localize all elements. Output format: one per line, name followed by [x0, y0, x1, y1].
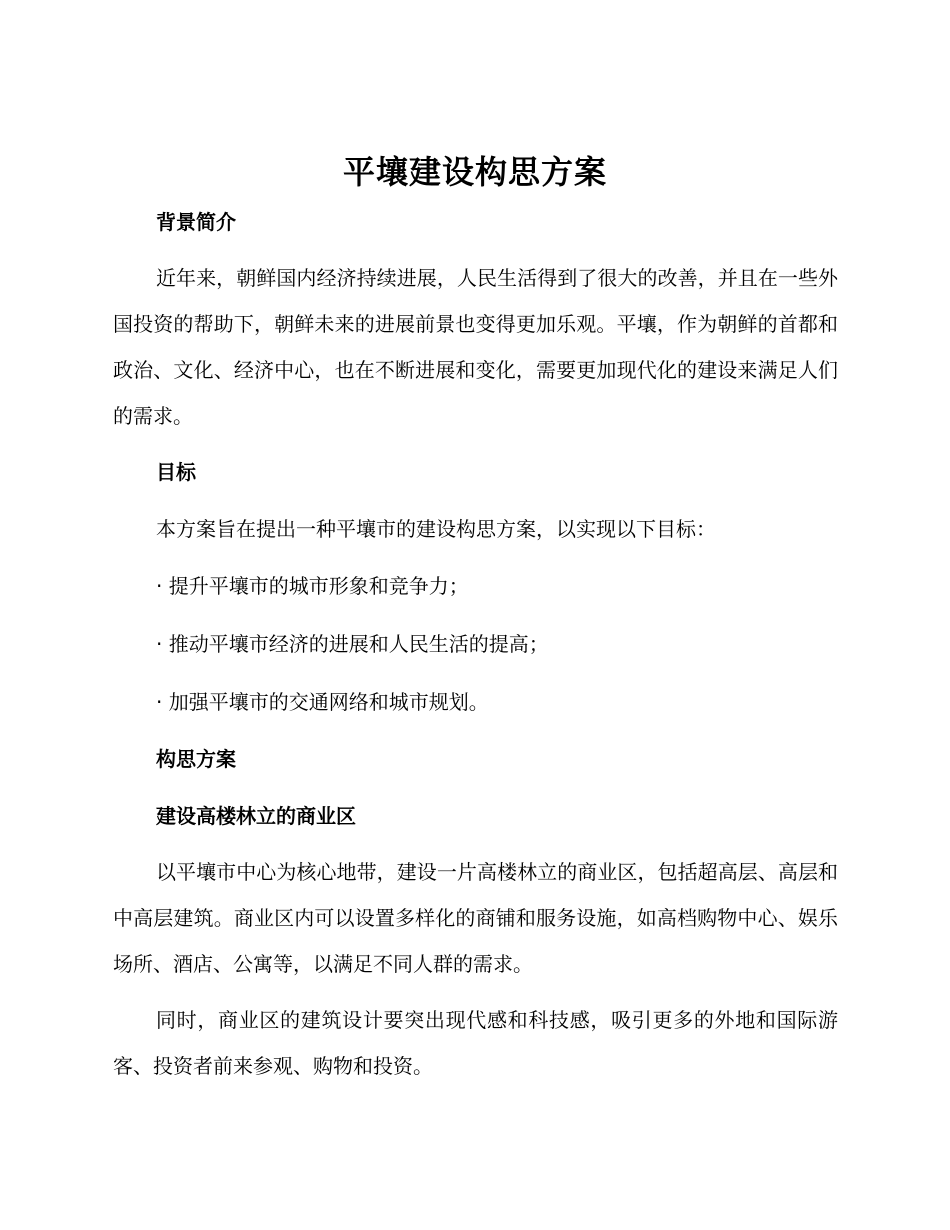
goal-item: · 提升平壤市的城市形象和竞争力；: [156, 574, 469, 598]
goals-intro: 本方案旨在提出一种平壤市的建设构思方案，以实现以下目标：: [156, 517, 716, 541]
section-heading-plan: 构思方案: [156, 747, 236, 771]
background-paragraph: 近年来，朝鲜国内经济持续进展，人民生活得到了很大的改善，并且在一些外国投资的帮助下，朝鲜未来的进展前景也变得更加乐观。平壤，作为朝鲜的首都和政治、文化、经济中心，也在不断进展和变化，需要更加现代化的建设来满足人们的需求。: [113, 266, 838, 428]
goal-item: · 加强平壤市的交通网络和城市规划。: [156, 690, 489, 714]
subsection-heading-commercial-district: 建设高楼林立的商业区: [156, 804, 356, 828]
section-heading-goals: 目标: [156, 460, 196, 484]
document-title: 平壤建设构思方案: [342, 153, 607, 191]
goal-item: · 推动平壤市经济的进展和人民生活的提高；: [156, 632, 549, 656]
section-heading-background: 背景简介: [156, 210, 236, 234]
plan-paragraph: 以平壤市中心为核心地带，建设一片高楼林立的商业区，包括超高层、高层和中高层建筑。商业区内可以设置多样化的商铺和服务设施，如高档购物中心、娱乐场所、酒店、公寓等，以满足不同人群的需求。: [113, 860, 838, 976]
plan-paragraph: 同时，商业区的建筑设计要突出现代感和科技感，吸引更多的外地和国际游客、投资者前来参观、购物和投资。: [113, 1008, 838, 1078]
